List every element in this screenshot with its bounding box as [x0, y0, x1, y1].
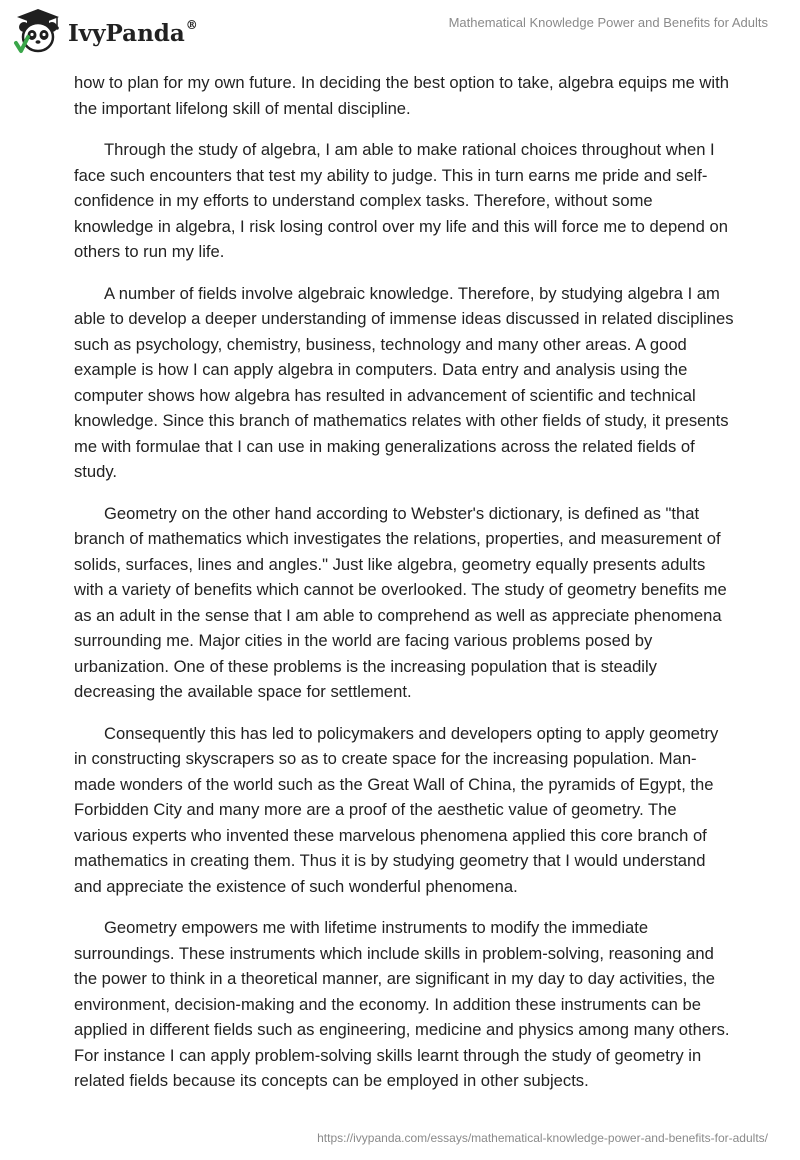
- logo-text: IvyPanda: [68, 19, 185, 47]
- essay-body: [74, 70, 734, 1110]
- paragraph: Through the study of algebra, I am able to make rational choices throughout when I face such encounters that test my ability to judge. This in turn earns me pride and self-confidence in my efforts to understand complex tasks. Therefore, without some knowledge in algebra, I risk losing control over my life and this will force me to depend on others to run my life.: [74, 140, 728, 261]
- paragraph: how to plan for my own future. In deciding the best option to take, algebra equips me with the important lifelong skill of mental discipline.: [74, 73, 729, 118]
- document-title: Mathematical Knowledge Power and Benefits for Adults: [448, 15, 768, 30]
- logo-wordmark: [68, 17, 198, 47]
- ivypanda-logo[interactable]: [12, 7, 198, 55]
- registered-mark: ®: [185, 17, 198, 32]
- source-url-link[interactable]: https://ivypanda.com/essays/mathematical-knowledge-power-and-benefits-for-adults/: [317, 1131, 768, 1145]
- paragraph: Geometry on the other hand according to Webster's dictionary, is defined as "that branch of mathematics which investigates the relations, properties, and measurement of solids, surfaces, lines and angles." Just like algebra, geometry equally presents adults with a variety of benefits which cannot be overlooked. The study of geometry benefits me as an adult in the sense that I am able to comprehend as well as appreciate phenomena surrounding me. Major cities in the world are facing various problems posed by urbanization. One of these problems is the increasing population that is steadily decreasing the available space for settlement.: [74, 503, 727, 701]
- paragraph: Geometry empowers me with lifetime instruments to modify the immediate surroundings. These instruments which include skills in problem-solving, reasoning and the power to think in a theoretical manner, are significant in my day to day activities, the environment, decision-making and the economy. In addition these instruments can be applied in different fields such as engineering, medicine and physics among many others. For instance I can apply problem-solving skills learnt through the study of geometry in related fields because its concepts can be employed in other subjects.: [74, 918, 730, 1090]
- page-header: [0, 0, 800, 70]
- paragraph: A number of fields involve algebraic knowledge. Therefore, by studying algebra I am able to develop a deeper understanding of immense ideas discussed in related disciplines such as psychology, chemistry, business, technology and many other areas. A good example is how I can apply algebra in computers. Data entry and analysis using the computer shows how algebra has resulted in advancement of scientific and technical knowledge. Since this branch of mathematics relates with other fields of study, it presents me with formulae that I can use in making generalizations across the related fields of study.: [74, 283, 734, 481]
- paragraph: Consequently this has led to policymakers and developers opting to apply geometry in constructing skyscrapers so as to create space for the increasing population. Man-made wonders of the world such as the Great Wall of China, the pyramids of Egypt, the Forbidden City and many more are a proof of the aesthetic value of geometry. The various experts who invented these marvelous phenomena applied this core branch of mathematics in creating them. Thus it is by studying geometry that I would understand and appreciate the existence of such wonderful phenomena.: [74, 723, 719, 896]
- panda-graduate-icon: [12, 7, 64, 55]
